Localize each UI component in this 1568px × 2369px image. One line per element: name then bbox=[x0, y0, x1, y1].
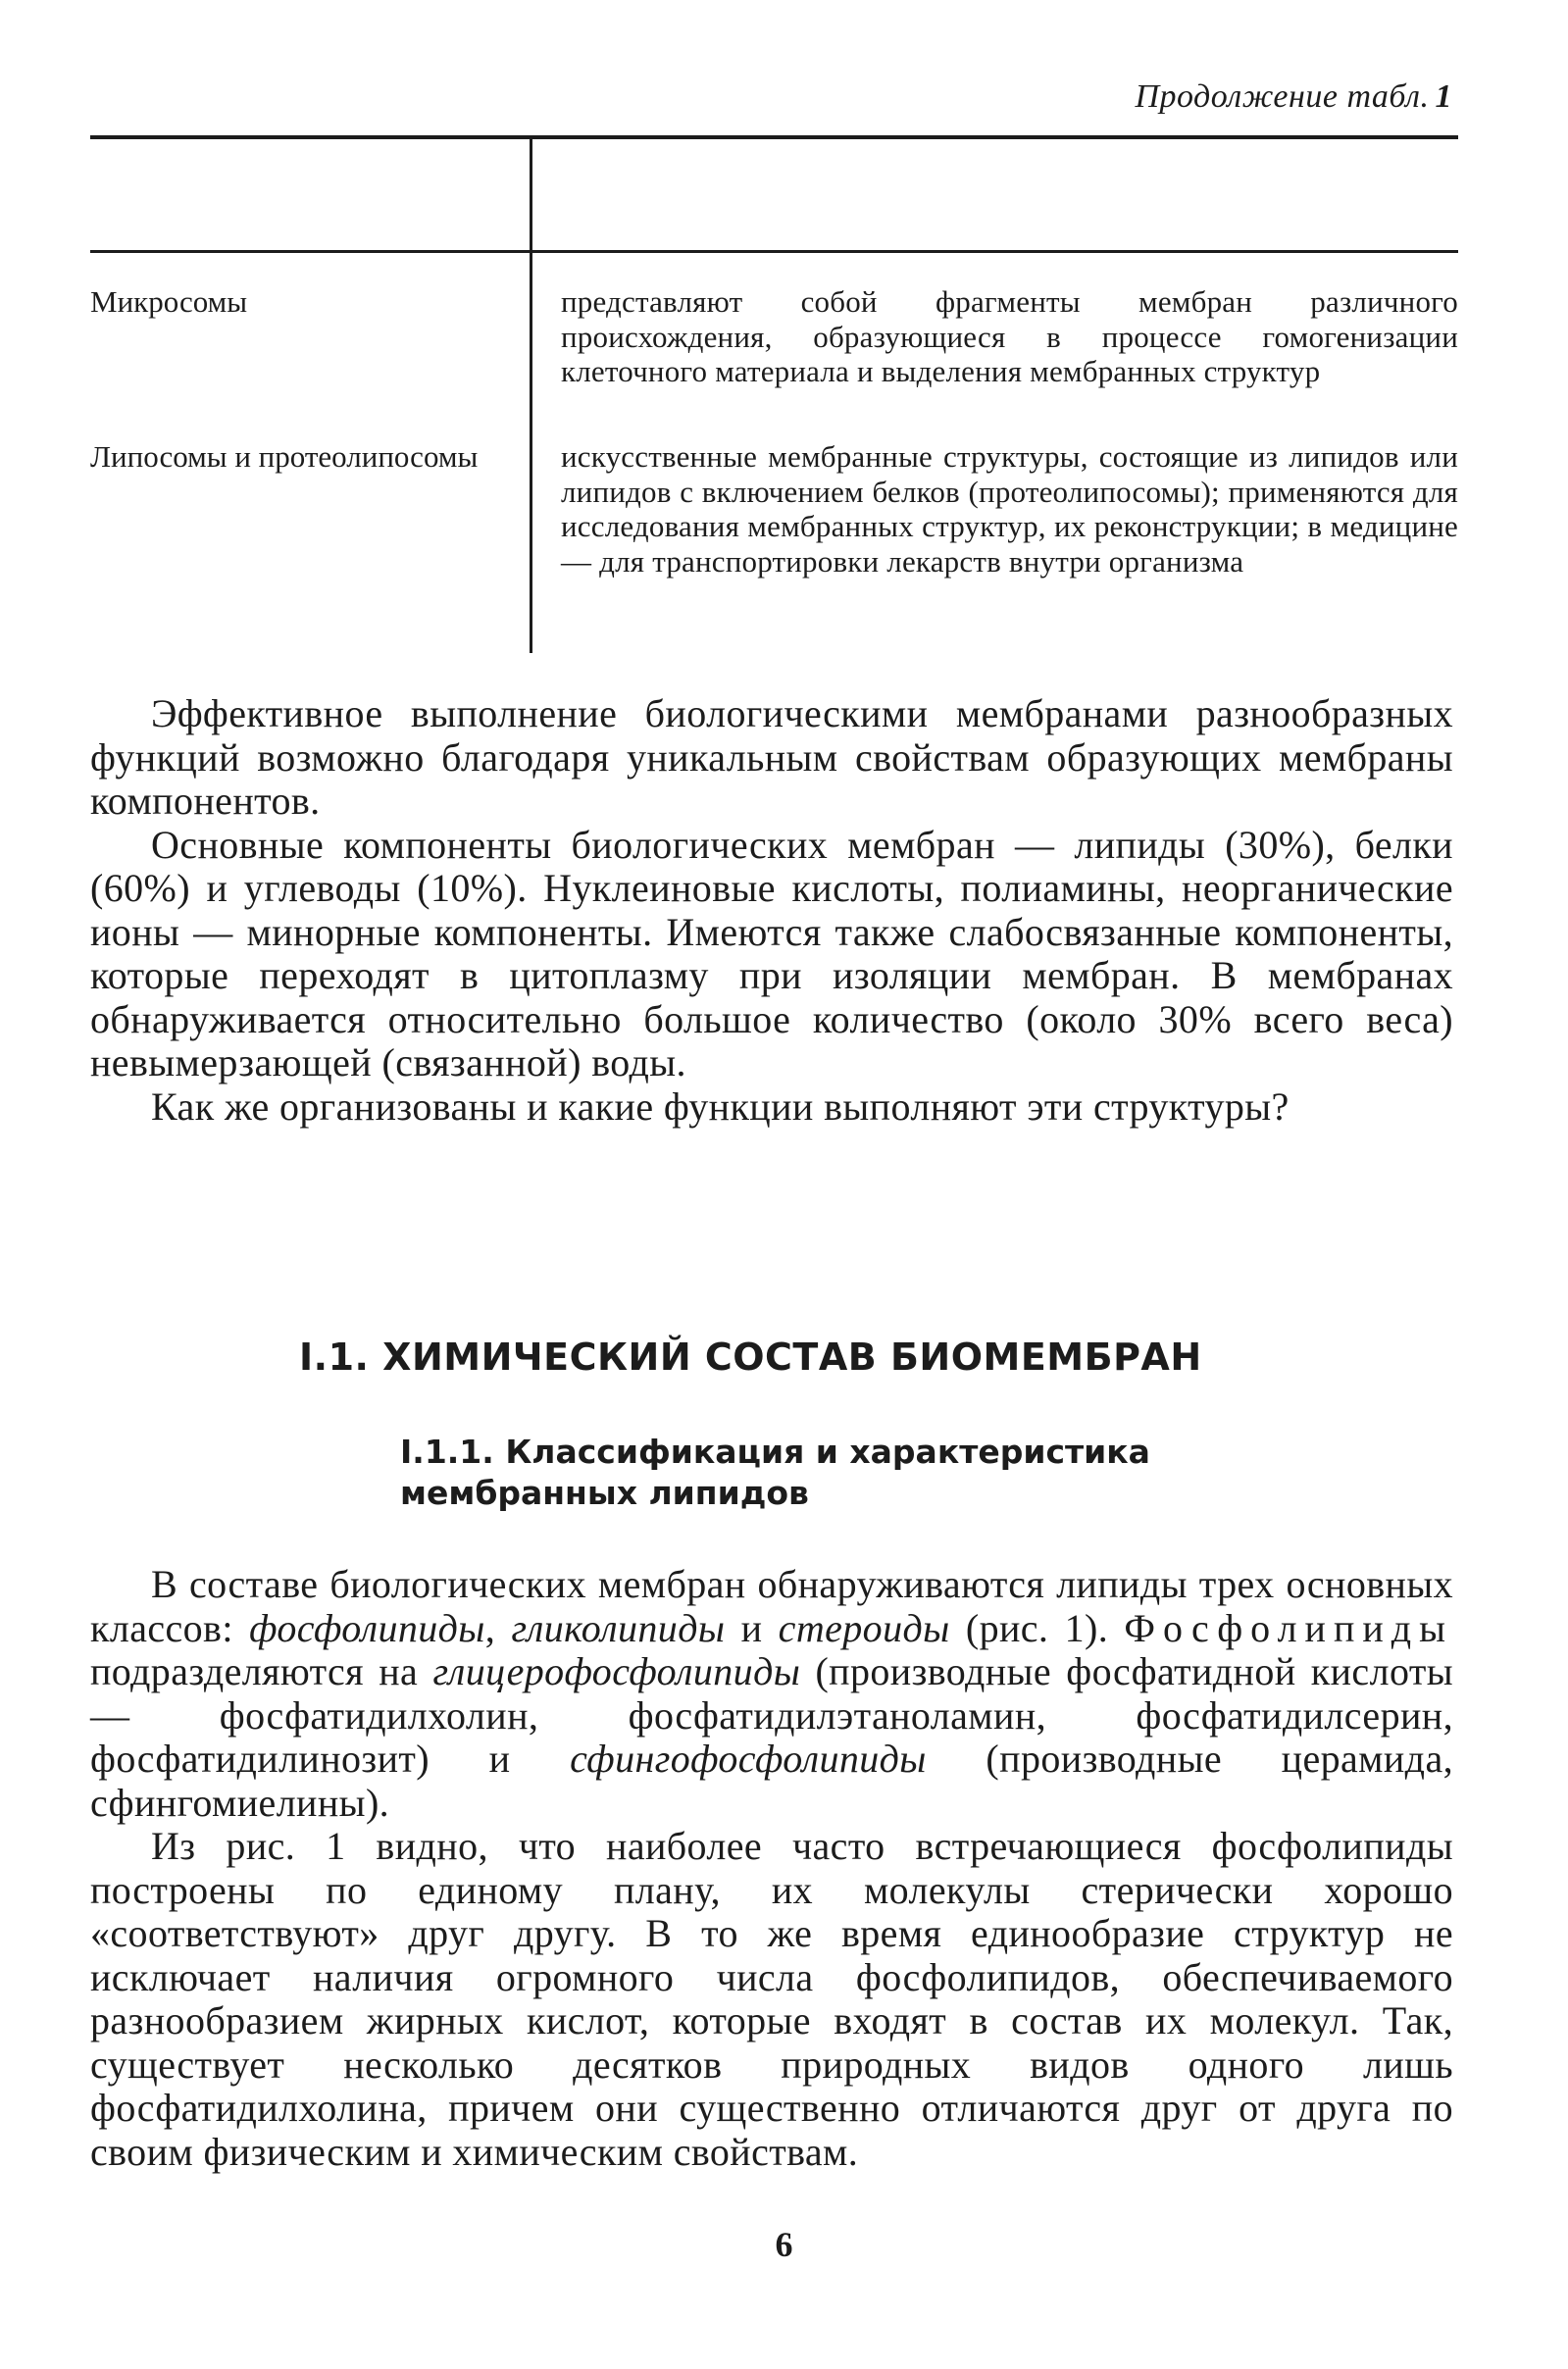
paragraph: Основные компоненты биологических мембран — липиды (30%), белки (60%) и углеводы (10%). Нуклеиновые кислоты, полиамины, неорганические ионы — минорные компоненты. Имеются также слабосвязанные компоненты, которые переходят в цитоплазму при изоляции мембран. В мембранах обнаруживается относительно большое количество (около 30% всего веса) невымерзающей (связанной) воды. bbox=[90, 822, 1453, 1084]
subsection-heading bbox=[400, 1432, 1283, 1514]
table-description: искусственные мембранные структуры, состоящие из липидов или липидов с включением белков (протеолипосомы); применяются для исследования мембранных структур, их реконструкции; в медицине — для транспортировки лекарств внутри организма bbox=[561, 439, 1458, 579]
emphasis: сфингофосфолипиды bbox=[570, 1737, 927, 1781]
subsection-number: I.1.1. bbox=[400, 1433, 494, 1471]
table-header-rule bbox=[90, 250, 1458, 253]
section-heading: I.1. ХИМИЧЕСКИЙ СОСТАВ БИОМЕМБРАН bbox=[299, 1336, 1202, 1379]
paragraph: Из рис. 1 видно, что наиболее часто встречающиеся фосфолипиды построены по единому плану, их молекулы стерически хорошо «соответствуют» друг другу. В то же время единообразие структур не исключает наличия огромного числа фосфолипидов, обеспечиваемого разнообразием жирных кислот, которые входят в состав их молекул. Так, существует несколько десятков природных видов одного лишь фосфатидилхолина, причем они существенно отличаются друг от друга по своим физическим и химическим свойствам. bbox=[90, 1824, 1453, 2174]
table-continuation-caption bbox=[1135, 78, 1452, 116]
text-run: (производные фосфатидной кислоты — фосфатидилхолин, фосфатидилэтаноламин, фосфатидилсерин, фосфатидилинозит) и bbox=[90, 1649, 1453, 1781]
intro-text bbox=[90, 692, 1453, 1129]
text-run: (рис. 1). bbox=[949, 1605, 1125, 1650]
spaced-term: Фосфолипиды bbox=[1124, 1605, 1453, 1650]
paragraph: Как же организованы и какие функции выполняют эти структуры? bbox=[151, 1084, 1290, 1129]
text-run: и bbox=[725, 1605, 779, 1650]
page-number: 6 bbox=[775, 2225, 793, 2264]
subsection-title-line2: мембранных липидов bbox=[400, 1474, 809, 1512]
emphasis: гликолипиды bbox=[511, 1605, 726, 1650]
paragraph: Эффективное выполнение биологическими мембранами разнообразных функций возможно благодаря уникальным свойствам образующих мембраны компонентов. bbox=[90, 691, 1453, 823]
table-number: 1 bbox=[1435, 78, 1452, 115]
emphasis: глицерофосфолипиды bbox=[432, 1649, 801, 1693]
text-run: подразделяются на bbox=[90, 1649, 433, 1693]
table-term: Микросомы bbox=[90, 284, 248, 319]
text-run: В составе биологических мембран обнаруживаются липиды трех основных классов: bbox=[90, 1562, 1453, 1650]
emphasis: фосфолипиды bbox=[249, 1605, 485, 1650]
table-column-divider bbox=[530, 253, 532, 653]
table-description: представляют собой фрагменты мембран различного происхождения, образующиеся в процессе гомогенизации клеточного материала и выделения мембранных структур bbox=[561, 284, 1458, 388]
table-term: Липосомы и протеолипосомы bbox=[90, 439, 479, 474]
text-run: , bbox=[484, 1605, 512, 1650]
table-header-divider bbox=[530, 139, 532, 250]
body-text bbox=[90, 1563, 1453, 2174]
subsection-title-line1: Классификация и характеристика bbox=[505, 1433, 1150, 1471]
paragraph bbox=[90, 1563, 1453, 1825]
continuation-label: Продолжение табл. bbox=[1135, 78, 1430, 115]
emphasis: стероиды bbox=[778, 1605, 950, 1650]
text-run: (производные церамида, сфингомиелины). bbox=[90, 1737, 1453, 1825]
table-top-rule bbox=[90, 135, 1458, 139]
